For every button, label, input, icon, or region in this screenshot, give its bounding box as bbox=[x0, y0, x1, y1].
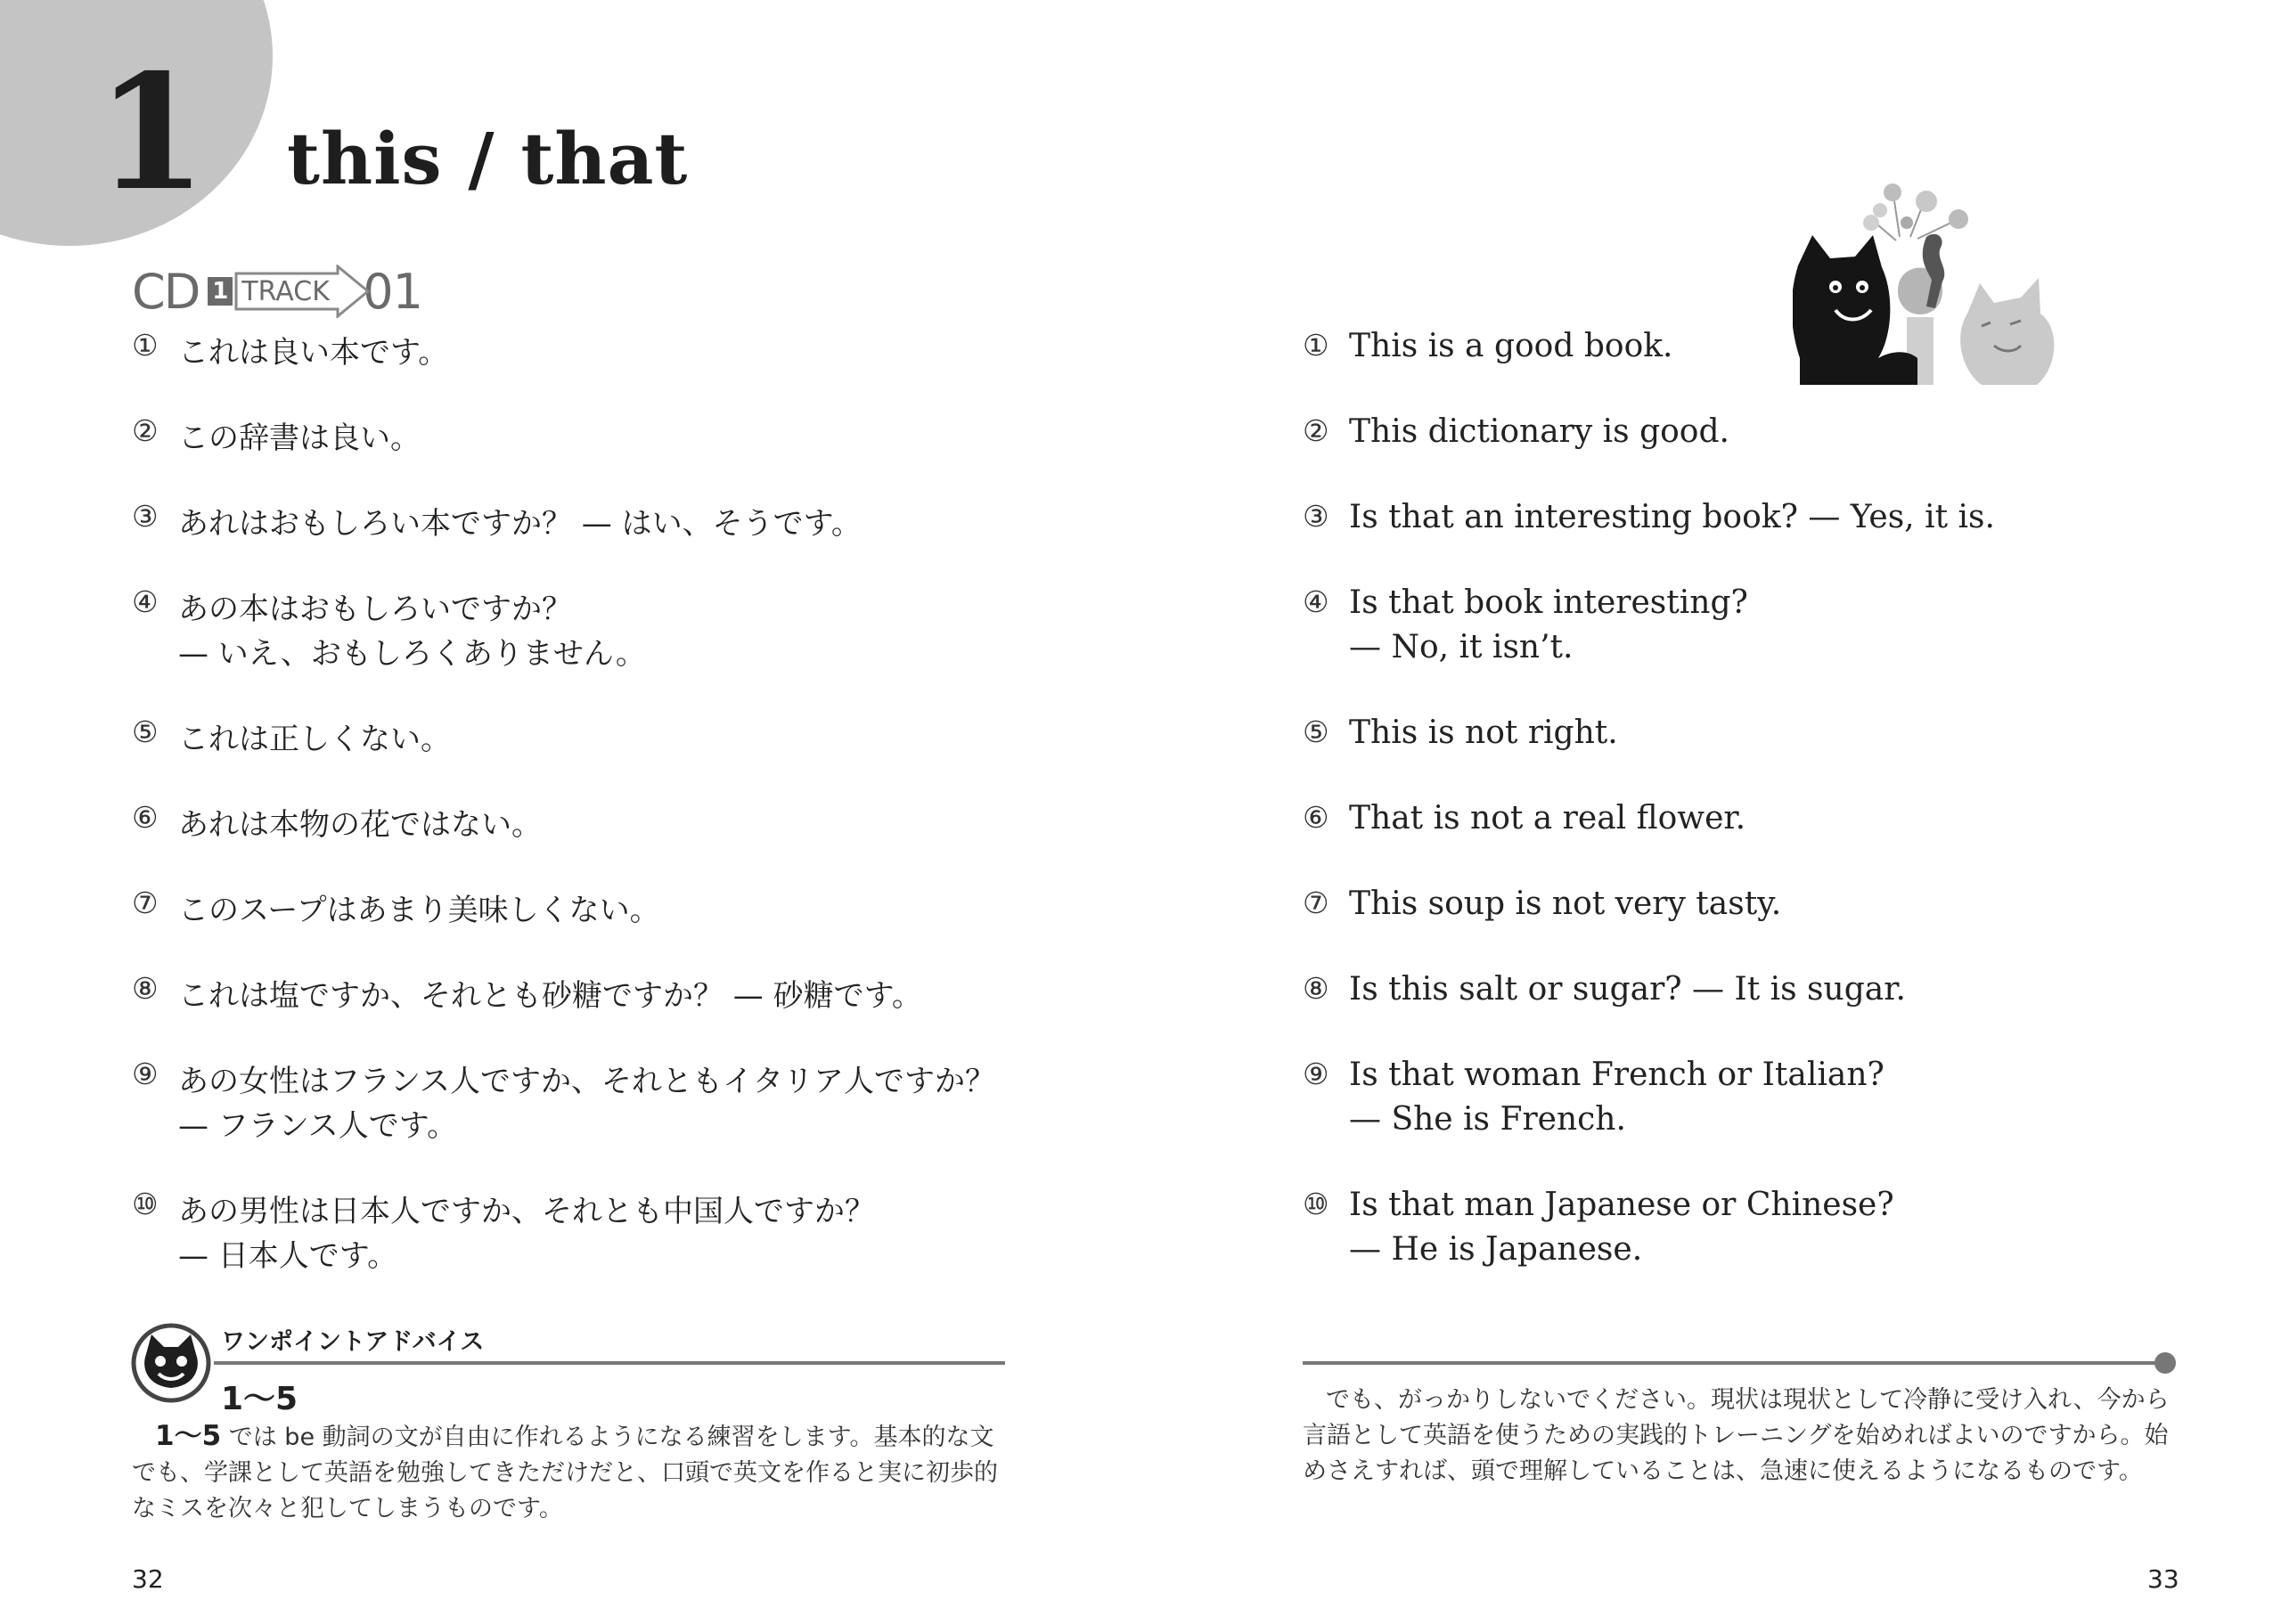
item-number: ① bbox=[1303, 328, 1329, 363]
advice-text-left bbox=[132, 1418, 1014, 1527]
item-number: ⑧ bbox=[1303, 971, 1329, 1006]
japanese-sentence: あれは本物の花ではない。 bbox=[178, 807, 542, 843]
item-number: ③ bbox=[132, 499, 159, 534]
advice-line: でも、学課として英語を勉強してきただけだと、口頭で英文を作ると実に初歩的 bbox=[132, 1459, 998, 1487]
japanese-sentence: この辞書は良い。 bbox=[178, 420, 421, 456]
advice-line: なミスを次々と犯してしまうものです。 bbox=[132, 1495, 563, 1522]
item-number: ⑧ bbox=[132, 971, 159, 1006]
item-number: ② bbox=[132, 413, 159, 448]
track-number: 01 bbox=[363, 263, 423, 320]
japanese-sentence: あの本はおもしろいですか？ bbox=[178, 592, 572, 627]
item-number: ⑦ bbox=[132, 885, 159, 920]
item-number: ⑤ bbox=[132, 714, 159, 749]
advice-heading: ワンポイントアドバイス bbox=[221, 1328, 485, 1356]
advice-text-right bbox=[1303, 1383, 2185, 1489]
cd-disc-number: 1 bbox=[208, 277, 233, 306]
item-number: ④ bbox=[1303, 584, 1329, 619]
english-sentence: This soup is not very tasty. bbox=[1349, 885, 1782, 922]
japanese-sentence: これは良い本です。 bbox=[178, 335, 449, 371]
advice-line: 言語として英語を使うための実践的トレーニングを始めればよいのですから。始 bbox=[1303, 1422, 2169, 1449]
item-number: ⑤ bbox=[1303, 714, 1329, 749]
cat-face-icon bbox=[130, 1322, 212, 1404]
japanese-sentence: あの女性はフランス人ですか、それともイタリア人ですか？ bbox=[178, 1064, 995, 1099]
cd-track-badge bbox=[132, 264, 422, 319]
item-number: ⑥ bbox=[132, 800, 159, 835]
item-number: ⑨ bbox=[132, 1057, 159, 1091]
item-number: ⑨ bbox=[1303, 1057, 1329, 1091]
english-answer: — He is Japanese. bbox=[1349, 1231, 1643, 1268]
english-sentence: Is that man Japanese or Chinese? bbox=[1349, 1187, 1894, 1223]
japanese-answer: — 日本人です。 bbox=[178, 1238, 398, 1274]
item-number: ⑦ bbox=[1303, 885, 1329, 920]
japanese-answer: — いえ、おもしろくありません。 bbox=[178, 636, 646, 672]
advice-divider bbox=[214, 1361, 1005, 1365]
advice-line: では be 動詞の文が自由に作れるようになる練習をします。基本的な文 bbox=[221, 1424, 994, 1451]
unit-title: this / that bbox=[287, 117, 689, 200]
advice-divider-right bbox=[1303, 1361, 2162, 1365]
advice-lead-range: 1〜5 bbox=[155, 1420, 222, 1452]
item-number: ② bbox=[1303, 413, 1329, 448]
track-label: TRACK bbox=[241, 275, 330, 307]
japanese-sentence: あれはおもしろい本ですか？ — はい、そうです。 bbox=[178, 506, 862, 542]
item-number: ⑥ bbox=[1303, 800, 1329, 835]
advice-line: でも、がっかりしないでください。現状は現状として冷静に受け入れ、今から bbox=[1326, 1386, 2170, 1414]
english-sentence: Is that woman French or Italian? bbox=[1349, 1057, 1884, 1093]
japanese-sentence: これは正しくない。 bbox=[178, 722, 451, 757]
item-number: ⑩ bbox=[1303, 1187, 1329, 1221]
english-sentence: Is that book interesting? bbox=[1349, 584, 1748, 621]
advice-range: 1〜5 bbox=[221, 1381, 298, 1417]
divider-end-dot bbox=[2154, 1352, 2176, 1374]
japanese-answer: — フランス人です。 bbox=[178, 1108, 458, 1144]
english-sentence: That is not a real flower. bbox=[1349, 800, 1746, 836]
page-number-left: 32 bbox=[132, 1564, 164, 1594]
cats-flowers-illustration bbox=[1793, 184, 2087, 387]
english-sentence: Is that an interesting book? — Yes, it is. bbox=[1349, 499, 1995, 535]
english-sentence: This is not right. bbox=[1349, 714, 1618, 751]
english-sentence: This dictionary is good. bbox=[1349, 413, 1729, 450]
track-arrow-icon bbox=[234, 265, 347, 318]
item-number: ① bbox=[132, 328, 159, 363]
english-sentence: Is this salt or sugar? — It is sugar. bbox=[1349, 971, 1906, 1008]
japanese-sentence: あの男性は日本人ですか、それとも中国人ですか？ bbox=[178, 1194, 875, 1229]
page-number-right: 33 bbox=[2147, 1564, 2179, 1594]
item-number: ④ bbox=[132, 584, 159, 619]
english-answer: — She is French. bbox=[1349, 1101, 1626, 1138]
cd-label: CD bbox=[132, 263, 200, 320]
english-answer: — No, it isn’t. bbox=[1349, 629, 1574, 665]
japanese-sentence: このスープはあまり美味しくない。 bbox=[178, 893, 660, 928]
item-number: ⑩ bbox=[132, 1187, 159, 1221]
japanese-sentence: これは塩ですか、それとも砂糖ですか？ — 砂糖です。 bbox=[178, 978, 922, 1014]
english-sentence: This is a good book. bbox=[1349, 328, 1673, 364]
item-number: ③ bbox=[1303, 499, 1329, 534]
unit-number: 1 bbox=[96, 39, 207, 225]
advice-line: めさえすれば、頭で理解していることは、急速に使えるようになるものです。 bbox=[1303, 1457, 2143, 1485]
